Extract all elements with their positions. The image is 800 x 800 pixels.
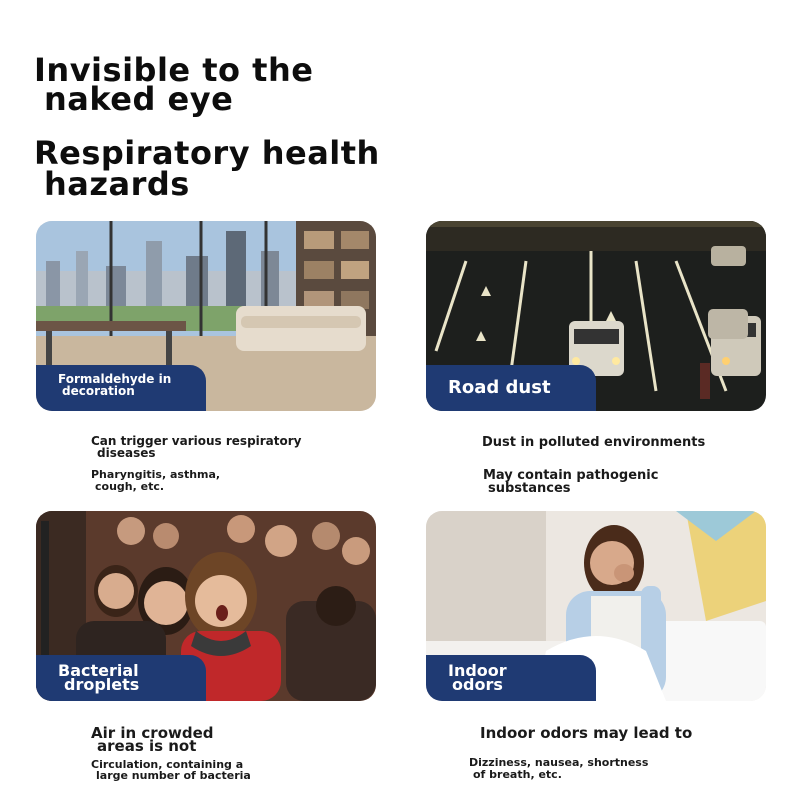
caption-line: Pharyngitis, asthma,	[91, 468, 221, 481]
tag-line: Road dust	[448, 377, 551, 398]
caption-line: substances	[488, 481, 571, 496]
headline-line: naked eye	[44, 80, 234, 118]
caption-line: Dust in polluted environments	[482, 435, 706, 450]
caption-secondary	[483, 469, 658, 495]
caption-primary	[91, 724, 214, 755]
caption-line: large number of bacteria	[96, 769, 251, 782]
card-tag	[36, 655, 206, 701]
card-tag	[36, 365, 206, 411]
caption-primary	[480, 726, 692, 741]
caption-primary	[91, 435, 302, 459]
caption-line: diseases	[97, 446, 156, 460]
headline-invisible	[34, 51, 314, 118]
tag-line: Bacterial	[58, 661, 139, 680]
tag-line: Formaldehyde in	[58, 372, 172, 386]
caption-line: Circulation, containing a	[91, 758, 244, 771]
tag-line: odors	[452, 675, 503, 694]
caption-line: Dizziness, nausea, shortness	[469, 756, 649, 769]
caption-line: Air in crowded	[91, 724, 214, 742]
caption-line: of breath, etc.	[473, 768, 562, 781]
caption-secondary	[91, 469, 220, 493]
caption-line: Indoor odors may lead to	[480, 724, 693, 742]
card-formaldehyde	[36, 221, 376, 411]
caption-secondary	[91, 759, 251, 781]
caption-line: cough, etc.	[95, 480, 165, 493]
card-tag	[426, 655, 596, 701]
caption-secondary	[469, 757, 648, 781]
caption-line: areas is not	[97, 737, 197, 755]
tag-line: droplets	[64, 675, 140, 694]
headline-line: Invisible to the	[34, 51, 314, 89]
headline-line: hazards	[44, 165, 190, 203]
card-road-dust	[426, 221, 766, 411]
tag-line: decoration	[62, 384, 135, 398]
caption-line: Can trigger various respiratory	[91, 434, 302, 448]
caption-line: May contain pathogenic	[483, 468, 659, 483]
headline-line: Respiratory health	[34, 134, 380, 172]
tag-line: Indoor	[448, 661, 507, 680]
card-tag	[426, 365, 596, 411]
card-bacterial-droplets	[36, 511, 376, 701]
headline-respiratory	[34, 134, 380, 203]
caption-primary	[482, 436, 705, 449]
card-indoor-odors	[426, 511, 766, 701]
